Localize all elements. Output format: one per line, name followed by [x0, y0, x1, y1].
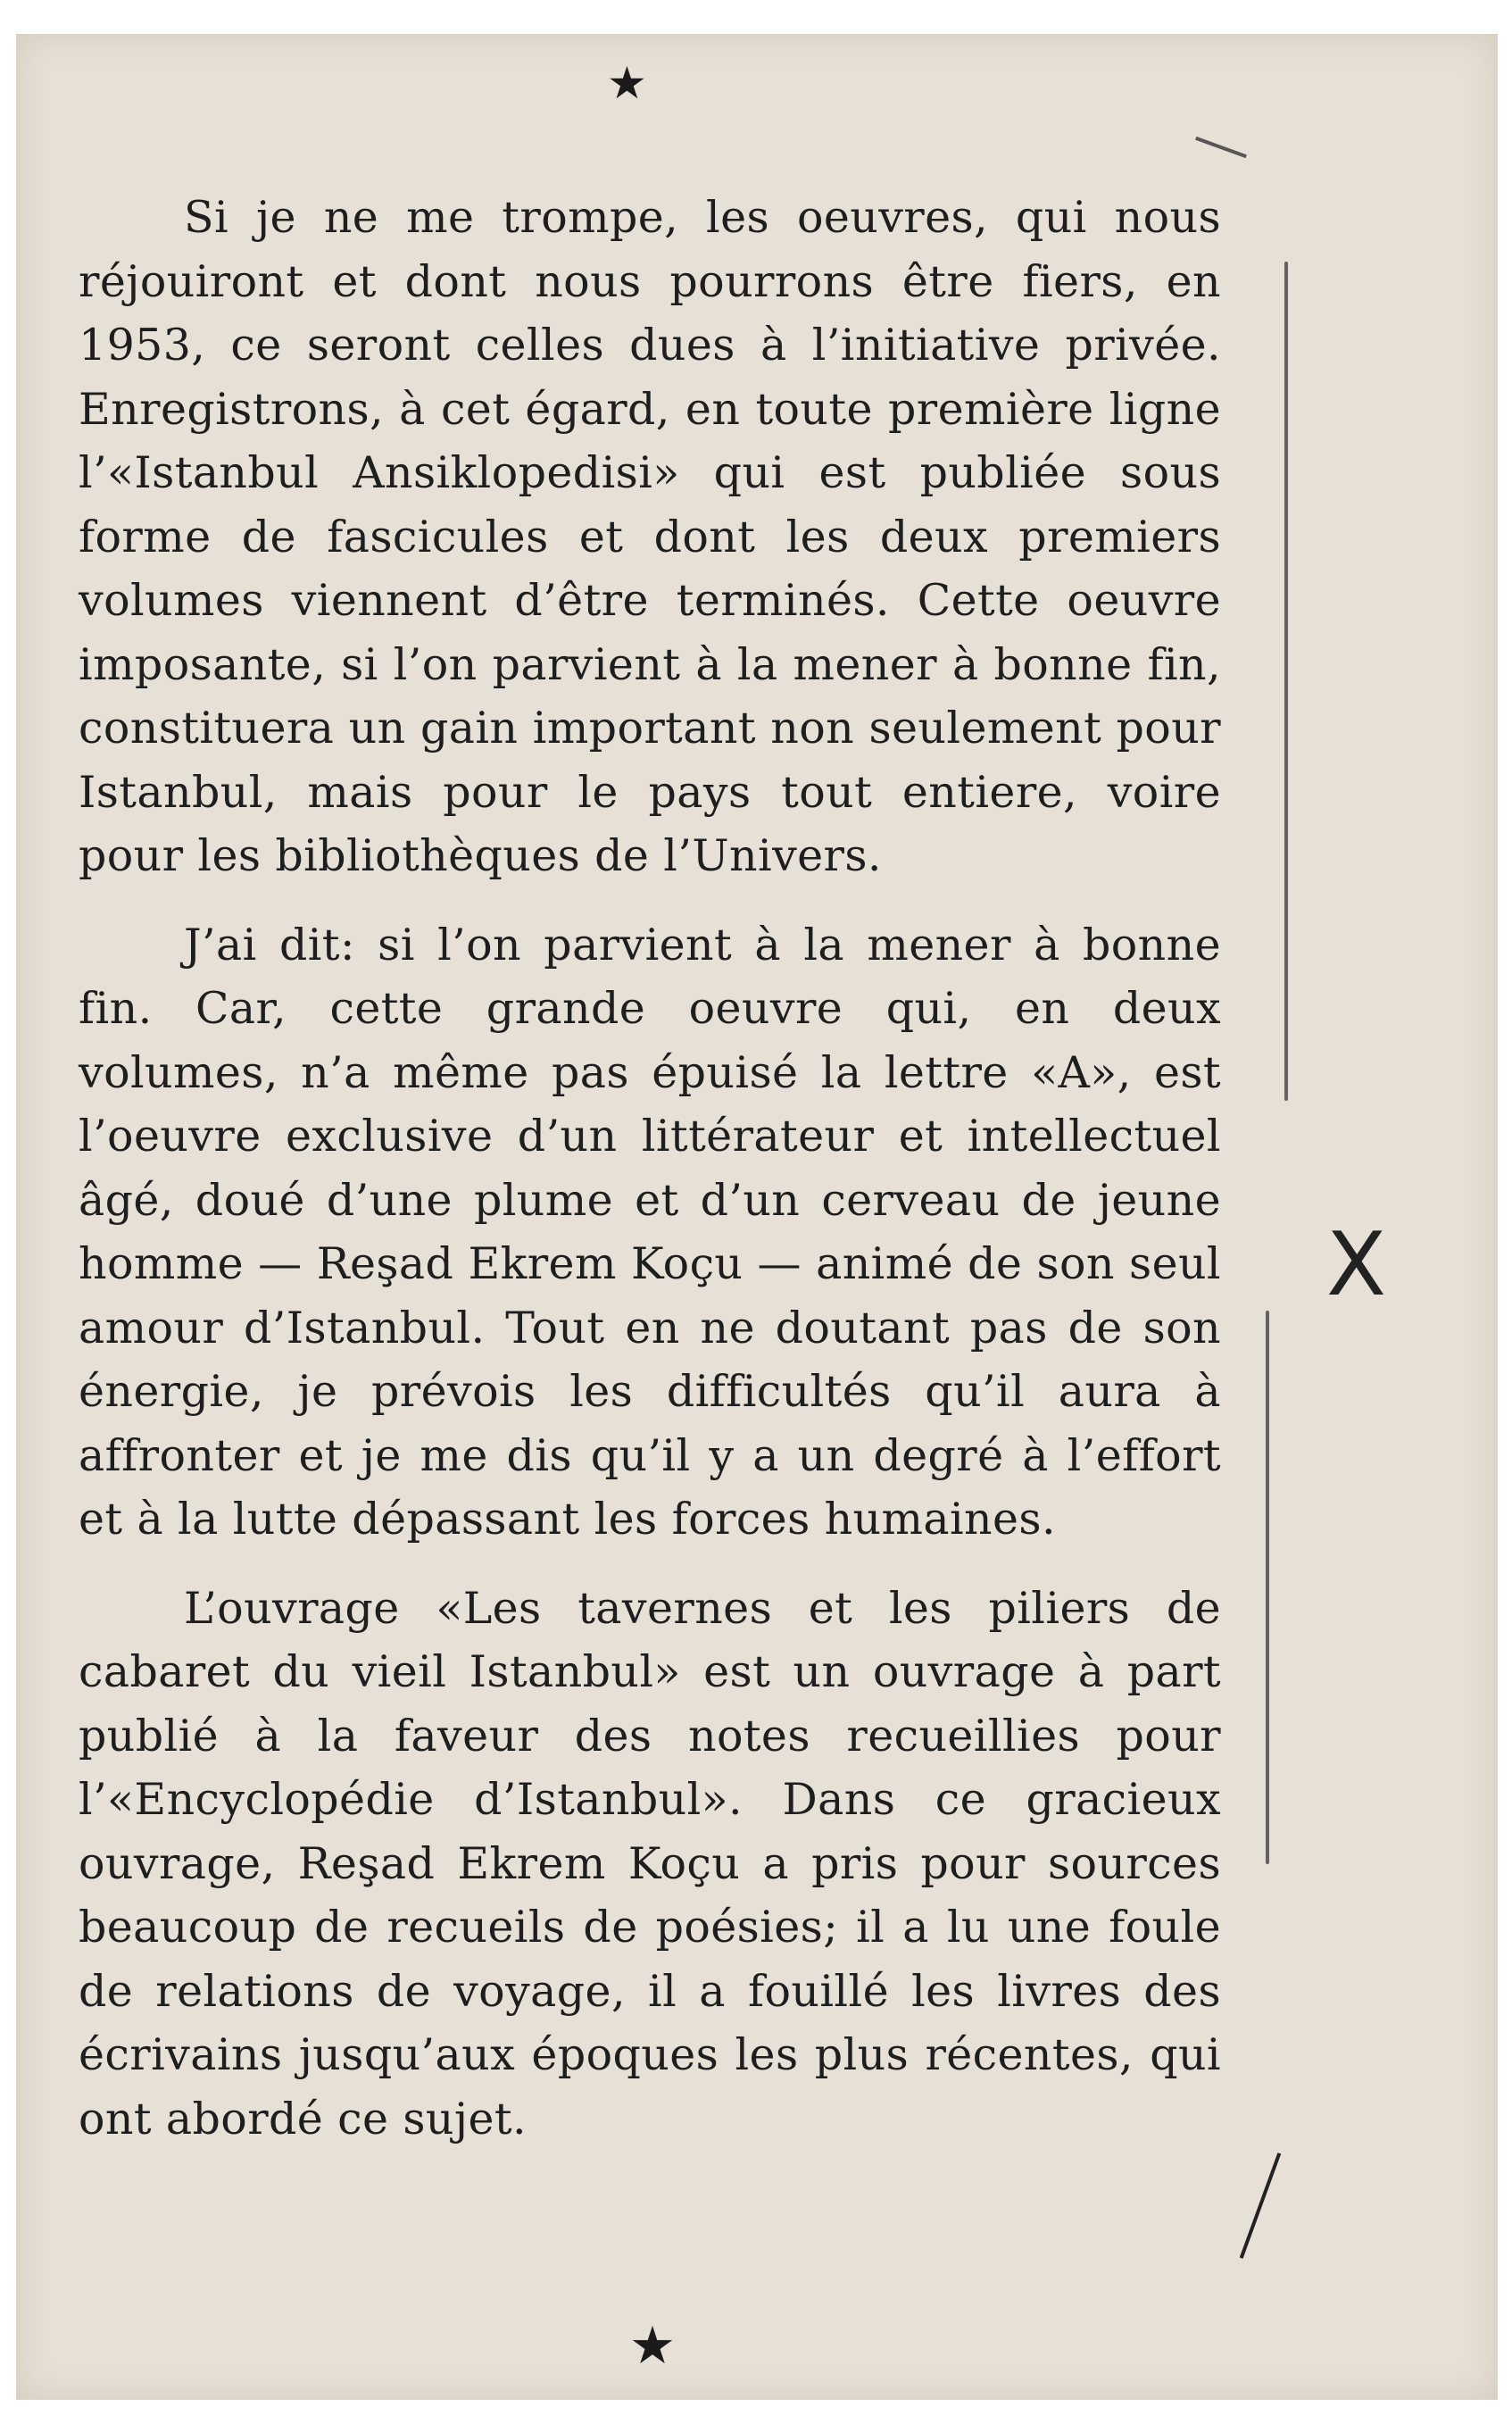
newspaper-clipping — [16, 34, 1498, 2400]
margin-x-annotation: X — [1326, 1214, 1387, 1316]
article-text — [79, 186, 1221, 2176]
pen-tick-mark — [1195, 137, 1247, 158]
margin-slash-mark — [1240, 2153, 1282, 2259]
margin-pen-line-upper — [1284, 262, 1288, 1101]
paragraph-3: L’ouvrage «Les tavernes et les piliers de cabaret du vieil Istanbul» est un ouvrage à part publié à la faveur des notes recueillies pour l’«Encyclopédie d’Istanbul». Dans ce gracieux ouvrage, Reşad Ekrem Koçu a pris pour sources beaucoup de recueils de poésies; il a lu une foule de relations de voyage, il a fouillé les livres des écrivains jusqu’aux époques les plus récentes, qui ont abordé ce sujet. — [79, 1582, 1221, 2144]
star-marker-bottom: ★ — [629, 2315, 676, 2376]
margin-pen-line-lower — [1266, 1311, 1269, 1864]
star-marker-top: ★ — [607, 57, 647, 109]
paragraph-2: J’ai dit: si l’on parvient à la mener à bonne fin. Car, cette grande oeuvre qui, en deux volumes, n’a même pas épuisé la lettre «A», est l’oeuvre exclusive d’un littérateur et intellectuel âgé, doué d’une plume et d’un cerveau de jeune homme — Reşad Ekrem Koçu — animé de son seul amour d’Istanbul. Tout en ne doutant pas de son énergie, je prévois les difficultés qu’il aura à affronter et je me dis qu’il y a un degré à l’effort et à la lutte dépassant les forces humaines. — [79, 919, 1221, 1545]
paragraph-1: Si je ne me trompe, les oeuvres, qui nous réjouiront et dont nous pourrons être fiers, en 1953, ce seront celles dues à l’initiative privée. Enregistrons, à cet égard, en toute première ligne l’«Istanbul Ansiklopedisi» qui est publiée sous forme de fascicules et dont les deux premiers volumes viennent d’être terminés. Cette oeuvre imposante, si l’on parvient à la mener à bonne fin, constituera un gain important non seulement pour Istanbul, mais pour le pays tout entiere, voire pour les bibliothèques de l’Univers. — [79, 192, 1221, 881]
